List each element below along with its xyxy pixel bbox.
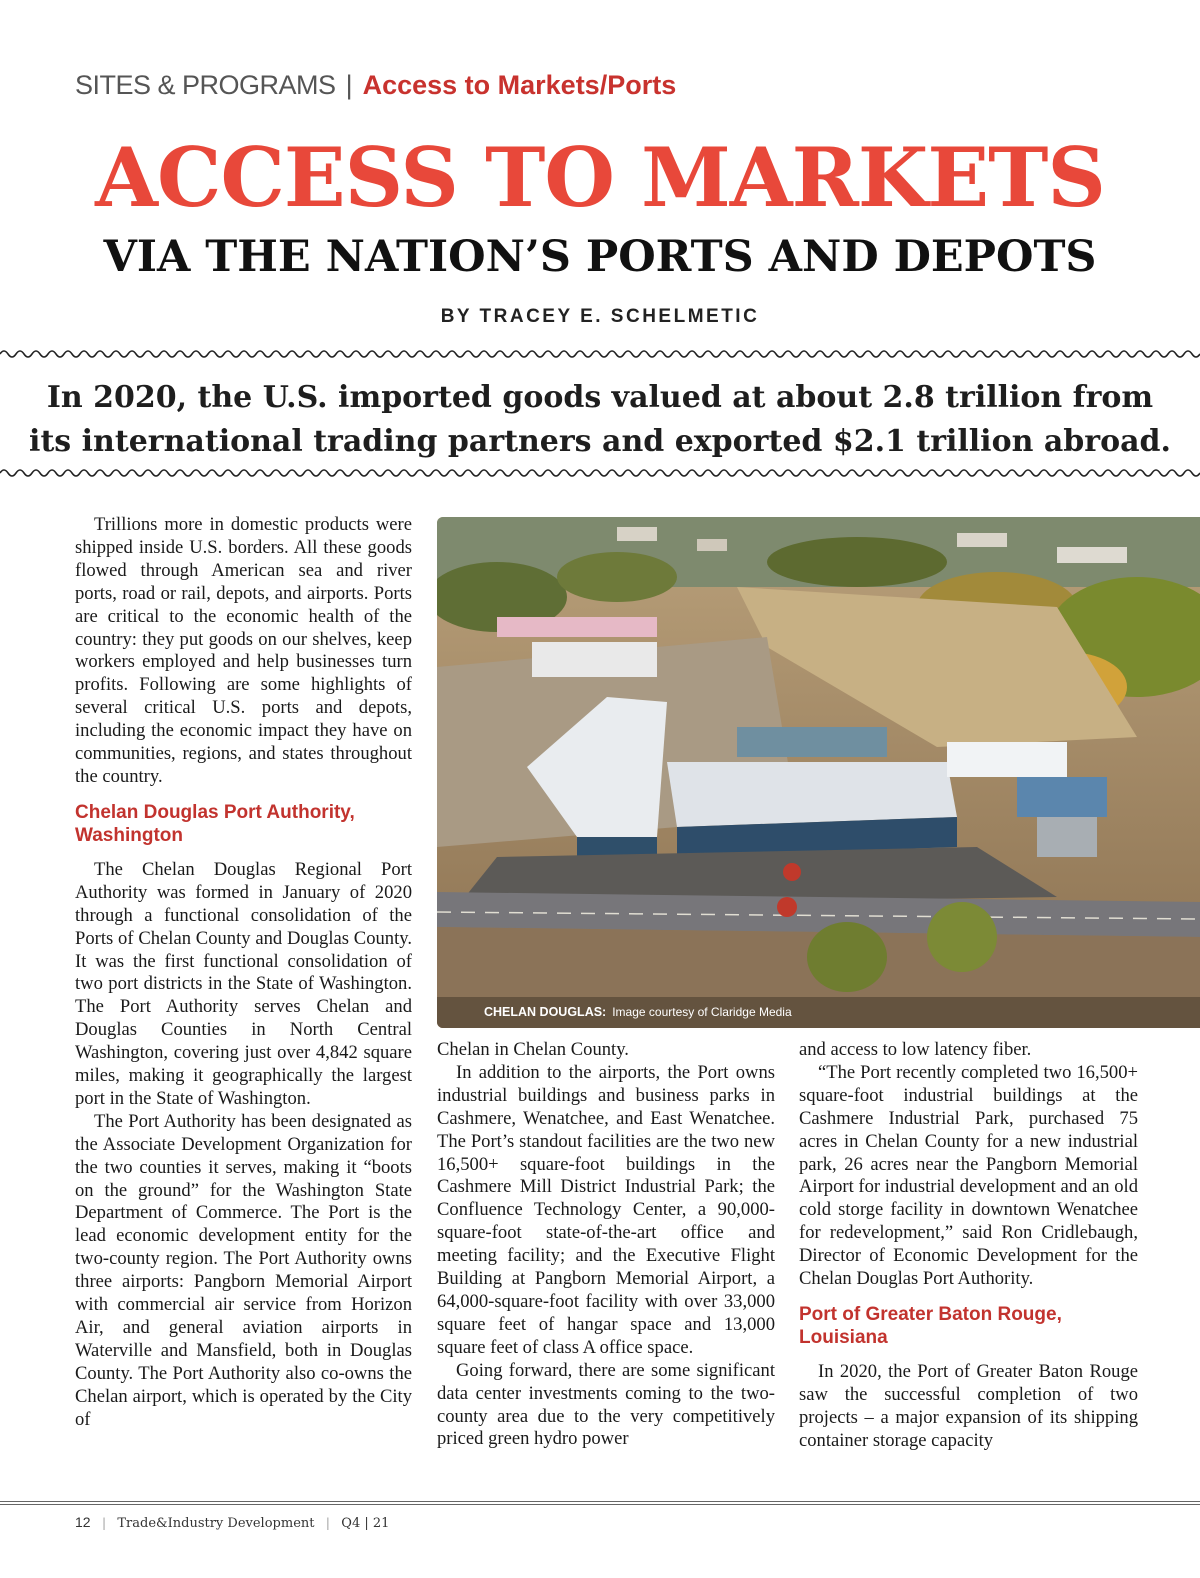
article-paragraph-continued: Chelan in Chelan County. [437,1039,629,1060]
page-number: 12 [75,1514,91,1530]
article-paragraph: The Chelan Douglas Regional Port Authority was formed in January of 2020 through a functional consolidation of the Ports of Chelan County and Douglas County. It was the first functional consolidation of two port districts in the State of Washington. The Port Authority serves Chelan and Douglas Counties in North Central Washington, covering just over 4,842 square miles, making it geographically the largest port in the State of Washington. [75,858,412,1109]
magazine-name: Trade&Industry Development [117,1516,315,1531]
page-footer [75,1514,389,1532]
section-name: SITES & PROGRAMS [75,70,336,100]
aerial-photo [437,517,1200,1028]
wavy-divider-bottom [0,466,1200,480]
article-paragraph: “The Port recently completed two 16,500+ square-foot industrial buildings at the Cashmere Industrial Park, purchased 75 acres in Chelan County for a new industrial park, 26 acres near the Pangborn Memorial Airport for industrial development and an old cold storge facility in downtown Wenatchee for redevelopment,” said Ron Cridlebaugh, Director of Economic Development for the Chelan Douglas Port Authority. [799,1061,1138,1290]
subhead-chelan-douglas: Chelan Douglas Port Authority, Washington [75,801,355,846]
issue-label: Q4 | 21 [341,1516,390,1531]
article-paragraph: In addition to the airports, the Port owns industrial buildings and business parks in Cashmere, Wenatchee, and East Wenatchee. The Port’s standout facilities are the two new 16,500+ square-foot buildings in the Cashmere Mill District Industrial Park; the Confluence Technology Center, a 90,000-square-foot state-of-the-art office and meeting facility; and the Executive Flight Building at Pangborn Memorial Airport, a 64,000-square-foot facility with over 33,000 square feet of hangar space and 13,000 square feet of class A office space. [437,1061,775,1358]
article-paragraph-continued: and access to low latency fiber. [799,1039,1032,1060]
deck-line-2: its international trading partners and exported $2.1 trillion abroad. [29,424,1171,459]
deck-line-1: In 2020, the U.S. imported goods valued at about 2.8 trillion from [46,380,1154,415]
footer-rule [0,1501,1200,1505]
article-paragraph: Trillions more in domestic products were shipped inside U.S. borders. All these goods flowed through American sea and river ports, road or rail, depots, and airports. Ports are critical to the economic health of the country: they put goods on our shelves, keep workers employed and help businesses turn profits. Following are some highlights of several critical U.S. ports and depots, including the economic impact they have on communities, regions, and states throughout the country. [75,514,412,787]
article-paragraph: Going forward, there are some significant data center investments coming to the two-county area due to the very competitively priced green hydro power [437,1359,775,1450]
photo-caption-text: Image courtesy of Claridge Media [612,1005,792,1019]
article-column-1 [75,514,412,1432]
photo-caption-label: CHELAN DOUGLAS: [484,1005,607,1019]
article-deck [0,376,1200,464]
photo-caption [484,1005,792,1019]
section-separator: | [345,70,353,100]
article-column-2 [437,1039,775,1451]
section-header [75,70,676,101]
article-paragraph: In 2020, the Port of Greater Baton Rouge saw the successful completion of two projects – a major expansion of its shipping container storage capacity [799,1360,1138,1451]
section-category: Access to Markets/Ports [362,70,677,100]
article-column-3 [799,1039,1138,1453]
wavy-divider-top [0,347,1200,361]
article-byline: BY TRACEY E. SCHELMETIC [440,306,760,327]
footer-separator: | [102,1516,106,1531]
aerial-photo-illustration [437,517,1200,1028]
footer-separator: | [326,1516,330,1531]
article-subtitle: VIA THE NATION’S PORTS AND DEPOTS [103,232,1097,282]
article-paragraph: The Port Authority has been designated as the Associate Development Organization for the two counties it serves, making it “boots on the ground” for the Washington State Department of Commerce. The Port is the lead economic development entity for the two-county region. The Port Authority owns three airports: Pangborn Memorial Airport with commercial air service from Horizon Air, and general aviation airports in Waterville and Mansfield, both in Douglas County. The Port Authority also co-owns the Chelan airport, which is operated by the City of [75,1110,412,1430]
article-title: ACCESS TO MARKETS [95,131,1105,226]
subhead-baton-rouge: Port of Greater Baton Rouge, Louisiana [799,1303,1062,1348]
